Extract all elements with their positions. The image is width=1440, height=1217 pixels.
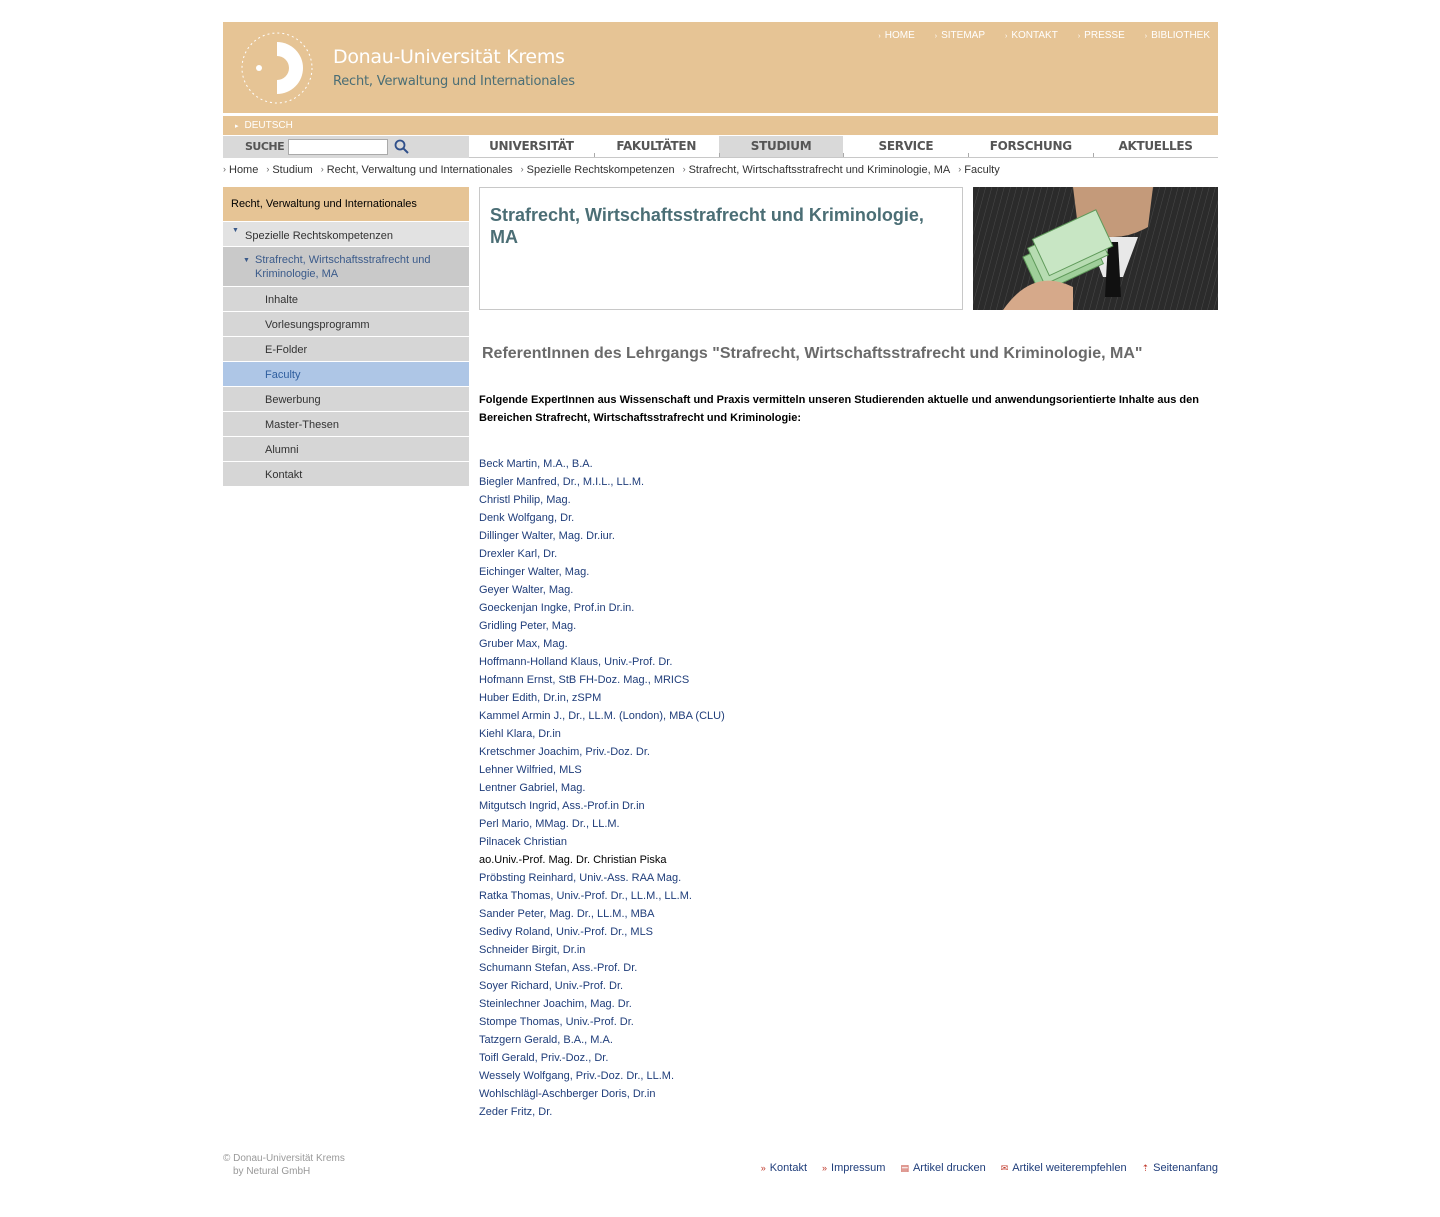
sidebar-item-label: Strafrecht, Wirtschaftsstrafrecht und Kriminologie, MA [255, 254, 431, 280]
faculty-member-link[interactable]: Schneider Birgit, Dr.in [479, 944, 586, 956]
arrow-icon: › [1077, 33, 1081, 40]
nav-service[interactable]: SERVICE [843, 136, 968, 158]
breadcrumb-department[interactable]: Recht, Verwaltung und Internationales [326, 164, 513, 176]
top-link-bibliothek[interactable]: › BIBLIOTHEK [1144, 30, 1210, 41]
breadcrumb-separator-icon: › [682, 164, 686, 174]
sidebar-item-program[interactable] [223, 246, 469, 286]
faculty-member-link[interactable]: Tatzgern Gerald, B.A., M.A. [479, 1034, 613, 1046]
breadcrumb-rechtskompetenzen[interactable]: Spezielle Rechtskompetenzen [526, 164, 675, 176]
faculty-member-link[interactable]: Gruber Max, Mag. [479, 638, 568, 650]
faculty-member-link[interactable]: Drexler Karl, Dr. [479, 548, 558, 560]
sidebar-item-vorlesungsprogramm[interactable]: Vorlesungsprogramm [223, 311, 469, 336]
faculty-member-link[interactable]: Hoffmann-Holland Klaus, Univ.-Prof. Dr. [479, 656, 673, 668]
faculty-member-link[interactable]: Goeckenjan Ingke, Prof.in Dr.in. [479, 602, 635, 614]
faculty-member-link[interactable]: Kiehl Klara, Dr.in [479, 728, 561, 740]
arrow-icon: › [878, 33, 881, 40]
intro-text: Folgende ExpertInnen aus Wissenschaft und Praxis vermitteln unseren Studierenden aktuelle und anwendungsorientierte Inhalte aus den Bereichen Strafrecht, Wirtschaftsstrafrecht und Kriminologie: [479, 394, 1199, 424]
caret-down-icon: ▼ [232, 227, 239, 234]
faculty-member-link[interactable]: Geyer Walter, Mag. [479, 584, 574, 596]
breadcrumb-separator-icon: › [520, 164, 524, 174]
faculty-member-link[interactable]: Beck Martin, M.A., B.A. [479, 458, 593, 470]
sidebar-heading[interactable]: Recht, Verwaltung und Internationales [223, 187, 469, 221]
faculty-member-link[interactable]: Toifl Gerald, Priv.-Doz., Dr. [479, 1052, 609, 1064]
main-navigation [469, 136, 1218, 158]
double-chevron-icon: » [822, 1163, 828, 1173]
language-switch[interactable]: ▸ DEUTSCH [235, 120, 293, 131]
printer-icon: ▤ [900, 1162, 909, 1173]
faculty-member-link[interactable]: Hofmann Ernst, StB FH-Doz. Mag., MRICS [479, 674, 690, 686]
breadcrumb-separator-icon: › [223, 164, 226, 174]
top-link-presse[interactable]: › PRESSE [1077, 30, 1125, 41]
top-link-home[interactable]: › HOME [878, 30, 915, 41]
footer-link-kontakt[interactable]: » Kontakt [760, 1162, 808, 1174]
faculty-member-link[interactable]: Wessely Wolfgang, Priv.-Doz. Dr., LL.M. [479, 1070, 675, 1082]
caret-down-icon: ▼ [243, 257, 250, 264]
faculty-member-link[interactable]: Biegler Manfred, Dr., M.I.L., LL.M. [479, 476, 645, 488]
breadcrumb-current: Faculty [964, 164, 1000, 176]
faculty-member-link[interactable]: Ratka Thomas, Univ.-Prof. Dr., LL.M., LL.M. [479, 890, 692, 902]
copyright-text: © Donau-Universität Krems [223, 1153, 345, 1164]
faculty-member-link[interactable]: Soyer Richard, Univ.-Prof. Dr. [479, 980, 624, 992]
faculty-member-link[interactable]: Gridling Peter, Mag. [479, 620, 577, 632]
breadcrumb-separator-icon: › [320, 164, 324, 174]
faculty-member-link[interactable]: Lehner Wilfried, MLS [479, 764, 582, 776]
nav-forschung[interactable]: FORSCHUNG [968, 136, 1093, 158]
breadcrumb [223, 164, 1218, 182]
sidebar-item-inhalte[interactable]: Inhalte [223, 286, 469, 311]
sidebar-item-label: Spezielle Rechtskompetenzen [245, 230, 393, 242]
sidebar-item-faculty[interactable]: Faculty [223, 361, 469, 386]
envelope-icon: ✉ [1000, 1162, 1009, 1173]
top-navigation [858, 30, 1210, 41]
nav-universitaet[interactable]: UNIVERSITÄT [469, 136, 594, 158]
breadcrumb-separator-icon: › [266, 164, 270, 174]
faculty-member-link[interactable]: Kretschmer Joachim, Priv.-Doz. Dr. [479, 746, 650, 758]
footer-links [746, 1162, 1218, 1174]
breadcrumb-home[interactable]: Home [229, 164, 259, 176]
footer-link-recommend[interactable]: ✉ Artikel weiterempfehlen [1000, 1162, 1127, 1174]
faculty-list [479, 455, 725, 1121]
language-bar [223, 115, 1218, 135]
page-title: Strafrecht, Wirtschaftsstrafrecht und Kriminologie, MA [490, 205, 924, 247]
sidebar-item-efolder[interactable]: E-Folder [223, 336, 469, 361]
faculty-member-link[interactable]: Dillinger Walter, Mag. Dr.iur. [479, 530, 615, 542]
faculty-member-link[interactable]: Zeder Fritz, Dr. [479, 1106, 553, 1118]
breadcrumb-studium[interactable]: Studium [272, 164, 313, 176]
footer-link-print[interactable]: ▤ Artikel drucken [900, 1162, 986, 1174]
faculty-member-link[interactable]: Stompe Thomas, Univ.-Prof. Dr. [479, 1016, 634, 1028]
footer-copyright [223, 1152, 345, 1178]
agency-credit[interactable]: by Netural GmbH [233, 1166, 311, 1177]
search-box [223, 136, 469, 158]
faculty-member-link[interactable]: Denk Wolfgang, Dr. [479, 512, 575, 524]
faculty-member-link[interactable]: Wohlschlägl-Aschberger Doris, Dr.in [479, 1088, 656, 1100]
sidebar-item-rechtskompetenzen[interactable] [223, 221, 469, 246]
footer-link-impressum[interactable]: » Impressum [822, 1162, 886, 1174]
faculty-member-link[interactable]: Christl Philip, Mag. [479, 494, 571, 506]
sidebar [223, 187, 469, 486]
arrow-icon: › [934, 33, 938, 40]
faculty-member-link[interactable]: Mitgutsch Ingrid, Ass.-Prof.in Dr.in [479, 800, 645, 812]
faculty-member-link[interactable]: Lentner Gabriel, Mag. [479, 782, 586, 794]
breadcrumb-separator-icon: › [958, 164, 962, 174]
university-logo[interactable] [237, 28, 317, 108]
site-subtitle[interactable]: Recht, Verwaltung und Internationales [333, 74, 575, 89]
faculty-member-link[interactable]: Steinlechner Joachim, Mag. Dr. [479, 998, 632, 1010]
arrow-icon: › [1144, 33, 1148, 40]
search-icon[interactable] [393, 138, 411, 156]
site-title[interactable]: Donau-Universität Krems [333, 46, 565, 68]
top-link-sitemap[interactable]: › SITEMAP [934, 30, 985, 41]
breadcrumb-program[interactable]: Strafrecht, Wirtschaftsstrafrecht und Kriminologie, MA [688, 164, 951, 176]
faculty-member-link[interactable]: Sedivy Roland, Univ.-Prof. Dr., MLS [479, 926, 654, 938]
sidebar-item-bewerbung[interactable]: Bewerbung [223, 386, 469, 411]
footer-link-top[interactable]: ⇡ Seitenanfang [1141, 1162, 1218, 1174]
faculty-member-link[interactable]: Sander Peter, Mag. Dr., LL.M., MBA [479, 908, 655, 920]
header-photo [973, 187, 1218, 310]
arrow-icon: › [1005, 33, 1008, 40]
search-label: SUCHE [245, 140, 285, 153]
title-box [479, 187, 963, 310]
site-header [223, 22, 1218, 113]
faculty-member-link[interactable]: Kammel Armin J., Dr., LL.M. (London), MBA (CLU) [479, 710, 725, 722]
top-link-kontakt[interactable]: › KONTAKT [1005, 30, 1058, 41]
faculty-member-link[interactable]: Eichinger Walter, Mag. [479, 566, 590, 578]
nav-studium[interactable]: STUDIUM [719, 136, 844, 158]
arrow-up-icon: ⇡ [1141, 1162, 1150, 1173]
search-input[interactable] [288, 139, 388, 155]
double-chevron-icon: » [760, 1163, 766, 1173]
arrow-right-icon: ▸ [235, 123, 239, 130]
faculty-heading: ReferentInnen des Lehrgangs "Strafrecht, Wirtschaftsstrafrecht und Kriminologie, MA" [482, 345, 1143, 362]
sidebar-item-master-thesen[interactable]: Master-Thesen [223, 411, 469, 436]
page-wrapper [223, 22, 1218, 1118]
faculty-member-link[interactable]: Huber Edith, Dr.in, zSPM [479, 692, 602, 704]
faculty-member-link[interactable]: Pilnacek Christian [479, 836, 568, 848]
navigation-row [223, 136, 1218, 158]
faculty-member-link[interactable]: Schumann Stefan, Ass.-Prof. Dr. [479, 962, 638, 974]
faculty-member-link[interactable]: Pröbsting Reinhard, Univ.-Ass. RAA Mag. [479, 872, 682, 884]
sidebar-item-kontakt[interactable]: Kontakt [223, 461, 469, 486]
faculty-member-link[interactable]: Perl Mario, MMag. Dr., LL.M. [479, 818, 620, 830]
faculty-member-link: ao.Univ.-Prof. Mag. Dr. Christian Piska [479, 854, 667, 866]
nav-fakultaeten[interactable]: FAKULTÄTEN [594, 136, 719, 158]
nav-aktuelles[interactable]: AKTUELLES [1093, 136, 1218, 158]
sidebar-item-alumni[interactable]: Alumni [223, 436, 469, 461]
